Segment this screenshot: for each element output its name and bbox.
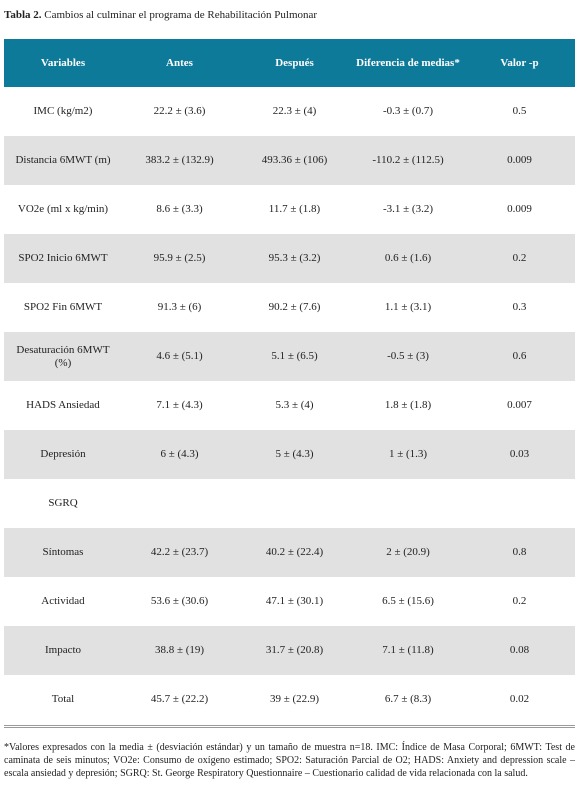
valor-p-cell: 0.2 — [464, 234, 575, 283]
valor-p-cell — [464, 479, 575, 528]
table-row — [4, 332, 575, 381]
diferencia-cell: 1 ± (1.3) — [352, 430, 464, 479]
diferencia-cell: -110.2 ± (112.5) — [352, 136, 464, 185]
despues-cell: 47.1 ± (30.1) — [265, 595, 324, 607]
diferencia-cell: 1.8 ± (1.8) — [384, 399, 432, 411]
antes-cell: 38.8 ± (19) — [122, 626, 237, 675]
table-row — [4, 381, 575, 430]
valor-p-cell: 0.03 — [464, 430, 575, 479]
despues-cell: 22.3 ± (4) — [272, 105, 317, 117]
valor-p-cell: 0.8 — [464, 528, 575, 577]
variable-cell: SGRQ — [48, 497, 78, 509]
table-row — [4, 234, 575, 283]
caption-text: Cambios al culminar el programa de Rehabilitación Pulmonar — [44, 9, 318, 21]
antes-cell: 22.2 ± (3.6) — [153, 105, 206, 117]
table-row — [4, 675, 575, 724]
header-variables: Variables — [4, 39, 122, 87]
variable-cell: HADS Ansiedad — [26, 399, 100, 411]
antes-cell: 6 ± (4.3) — [122, 430, 237, 479]
despues-cell: 5 ± (4.3) — [237, 430, 352, 479]
table-row — [4, 87, 575, 136]
diferencia-cell: 7.1 ± (11.8) — [352, 626, 464, 675]
valor-p-cell: 0.02 — [509, 693, 530, 705]
variable-cell: IMC (kg/m2) — [33, 105, 93, 117]
diferencia-cell: 2 ± (20.9) — [352, 528, 464, 577]
despues-cell: 5.3 ± (4) — [275, 399, 314, 411]
diferencia-cell — [352, 479, 464, 528]
table-footnote: *Valores expresados con la media ± (desviación estándar) y un tamaño de muestra n=18. IMC: Índice de Masa Corporal; 6MWT: Test de caminata de seis minutos; VO2e: Consumo de oxígeno estimado; SPO2: Saturación Parcial de O2; HADS: Anxiety and depression scale – escala ansiedad y depresión; SGRQ: St. George Respiratory Questionnaire – Cuestionario calidad de vida relacionada con la salud. — [4, 742, 575, 780]
diferencia-cell: 6.5 ± (15.6) — [382, 595, 434, 607]
variable-cell: Síntomas — [4, 528, 122, 577]
antes-cell — [122, 479, 237, 528]
results-table — [4, 39, 575, 724]
valor-p-cell: 0.2 — [512, 595, 527, 607]
despues-cell: 90.2 ± (7.6) — [268, 301, 321, 313]
antes-cell: 4.6 ± (5.1) — [122, 332, 237, 381]
variable-cell: Actividad — [41, 595, 85, 607]
variable-cell: SPO2 Fin 6MWT — [23, 301, 103, 313]
despues-cell: 11.7 ± (1.8) — [268, 203, 321, 215]
antes-cell: 91.3 ± (6) — [157, 301, 202, 313]
antes-cell: 383.2 ± (132.9) — [122, 136, 237, 185]
diferencia-cell: 6.7 ± (8.3) — [384, 693, 432, 705]
bottom-rule — [4, 725, 575, 726]
bottom-rule-double — [4, 727, 575, 728]
table-row — [4, 283, 575, 332]
despues-cell: 95.3 ± (3.2) — [237, 234, 352, 283]
variable-cell: SPO2 Inicio 6MWT — [4, 234, 122, 283]
antes-cell: 42.2 ± (23.7) — [122, 528, 237, 577]
despues-cell: 5.1 ± (6.5) — [237, 332, 352, 381]
header-antes: Antes — [122, 39, 237, 87]
table-row — [4, 430, 575, 479]
antes-cell: 8.6 ± (3.3) — [156, 203, 203, 215]
valor-p-cell: 0.3 — [512, 301, 527, 313]
despues-cell — [237, 479, 352, 528]
valor-p-cell: 0.007 — [507, 399, 532, 411]
valor-p-cell: 0.009 — [464, 136, 575, 185]
valor-p-cell: 0.5 — [512, 105, 527, 117]
table-row — [4, 626, 575, 675]
diferencia-cell: -3.1 ± (3.2) — [382, 203, 434, 215]
table-row — [4, 577, 575, 626]
header-row — [4, 39, 575, 87]
header-despues: Después — [237, 39, 352, 87]
table-row — [4, 185, 575, 234]
variable-cell: Depresión — [4, 430, 122, 479]
variable-cell: Desaturación 6MWT (%) — [4, 332, 122, 381]
variable-cell: Total — [51, 693, 75, 705]
variable-cell: Distancia 6MWT (m) — [4, 136, 122, 185]
valor-p-cell: 0.6 — [464, 332, 575, 381]
variable-cell: VO2e (ml x kg/min) — [17, 203, 109, 215]
table-row — [4, 528, 575, 577]
variable-cell: Impacto — [4, 626, 122, 675]
caption-label: Tabla 2. — [4, 9, 42, 21]
diferencia-cell: -0.5 ± (3) — [352, 332, 464, 381]
antes-cell: 45.7 ± (22.2) — [150, 693, 209, 705]
despues-cell: 40.2 ± (22.4) — [237, 528, 352, 577]
header-valor-p: Valor -p — [464, 39, 575, 87]
diferencia-cell: 1.1 ± (3.1) — [384, 301, 432, 313]
header-diferencia: Diferencia de medias* — [352, 39, 464, 87]
despues-cell: 31.7 ± (20.8) — [237, 626, 352, 675]
table-row — [4, 136, 575, 185]
despues-cell: 493.36 ± (106) — [237, 136, 352, 185]
despues-cell: 39 ± (22.9) — [269, 693, 320, 705]
table-caption — [4, 9, 317, 21]
diferencia-cell: -0.3 ± (0.7) — [382, 105, 434, 117]
diferencia-cell: 0.6 ± (1.6) — [352, 234, 464, 283]
antes-cell: 7.1 ± (4.3) — [156, 399, 203, 411]
antes-cell: 95.9 ± (2.5) — [122, 234, 237, 283]
valor-p-cell: 0.08 — [464, 626, 575, 675]
table-row — [4, 479, 575, 528]
valor-p-cell: 0.009 — [507, 203, 532, 215]
antes-cell: 53.6 ± (30.6) — [150, 595, 209, 607]
